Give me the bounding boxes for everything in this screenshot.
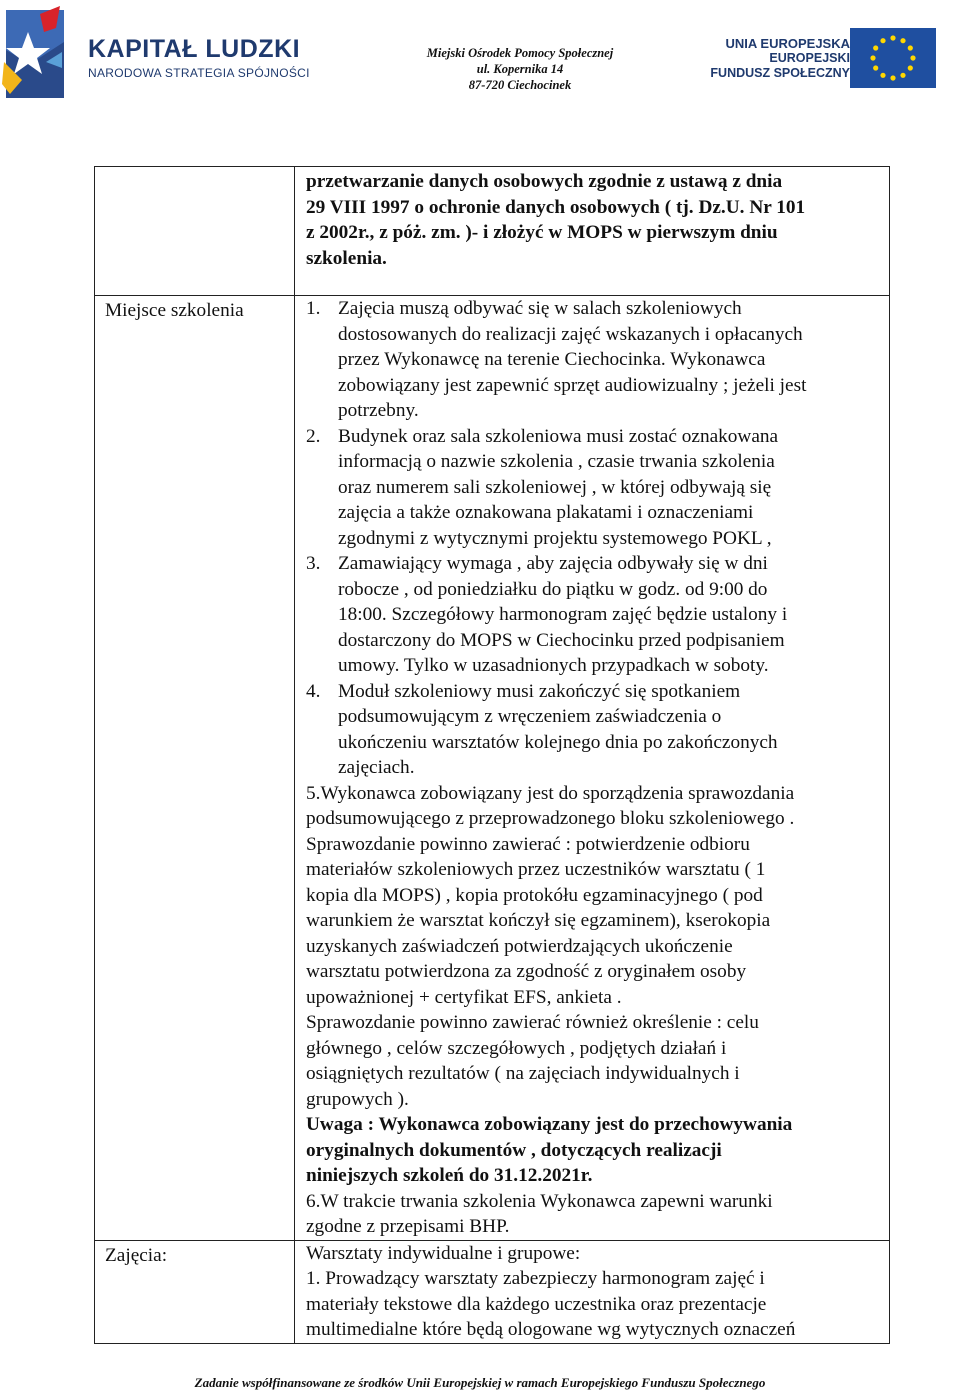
text-line: podsumowującego z przeprowadzonego bloku szkoleniowego . (306, 808, 795, 829)
zajecia-heading: Warsztaty indywidualne i grupowe: (306, 1242, 581, 1264)
empty-label-cell (95, 167, 295, 296)
institution-name: Miejski Ośrodek Pomocy Społecznej (426, 46, 614, 60)
text-line: materiały tekstowe dla każdego uczestnika oraz prezentacje (306, 1293, 767, 1315)
text-line: warunkiem że warsztat kończył się egzaminem), kserokopia (306, 910, 771, 931)
institution-street: ul. Kopernika 14 (476, 62, 564, 76)
list-item-number: 3. (306, 553, 321, 574)
text-line: osiągniętych rezultatów ( na zajęciach indywidualnych i (306, 1063, 740, 1084)
text-line: oraz numerem sali szkoleniowej , w której odbywają się (338, 476, 772, 498)
text-line: dostosowanych do realizacji zajęć wskazanych i opłacanych (338, 323, 803, 345)
text-line: przetwarzanie danych osobowych zgodnie z ustawą z dnia (306, 171, 783, 192)
zajecia-label: Zajęcia: (95, 1240, 295, 1343)
text-line: 29 VIII 1997 o ochronie danych osobowych ( tj. Dz.U. Nr 101 (306, 196, 806, 218)
list-item-number: 4. (306, 680, 321, 702)
text-line: robocze , od poniedziałku do piątku w godz. od 9:00 do (338, 578, 768, 600)
requirements-table (94, 166, 890, 1344)
table-row (95, 296, 890, 1241)
text-line: warsztatu potwierdzona za zgodność z oryginałem osoby (306, 961, 747, 982)
uwaga-notice (306, 1112, 881, 1189)
text-line: umowy. Tylko w uzasadnionych przypadkach w soboty. (338, 655, 769, 676)
text-line: z 2002r., z póż. zm. )- i złożyć w MOPS w pierwszym dniu (306, 222, 778, 243)
text-line: 5.Wykonawca zobowiązany jest do sporządzenia sprawozdania (306, 782, 795, 804)
text-line: 18:00. Szczegółowy harmonogram zajęć będzie ustalony i (338, 604, 788, 625)
footer-cofinancing-note: Zadanie współfinansowane ze środków Unii Europejskiej w ramach Europejskiego Funduszu Społecznego (194, 1375, 766, 1390)
list-item-text (338, 424, 881, 552)
list-item (306, 551, 881, 679)
eu-logo-text (710, 36, 850, 81)
text-line: multimedialne które będą ologowane wg wytycznych oznaczeń (306, 1319, 796, 1340)
institution-city: 87-720 Ciechocinek (468, 78, 572, 92)
text-line: informacją o nazwie szkolenia , czasie trwania szkolenia (338, 451, 775, 472)
text-line: Budynek oraz sala szkoleniowa musi zostać oznakowana (338, 425, 779, 447)
kapital-ludzki-logo (0, 0, 320, 108)
institution-address (400, 45, 640, 93)
text-line: Sprawozdanie powinno zawierać : potwierdzenie odbioru (306, 833, 750, 855)
text-line: grupowych ). (306, 1088, 409, 1110)
list-item (306, 296, 881, 424)
list-item (306, 679, 881, 781)
text-line: kopia dla MOPS) , kopia protokółu egzaminacyjnego ( pod (306, 884, 763, 906)
text-line: 6.W trakcie trwania szkolenia Wykonawca zapewni warunki (306, 1190, 773, 1212)
text-line: Moduł szkoleniowy musi zakończyć się spotkaniem (338, 680, 741, 702)
eu-logo-line: UNIA EUROPEJSKA (725, 36, 850, 51)
text-line: zgodnymi z wytycznymi projektu systemowego POKL , (338, 527, 772, 549)
text-line: Uwaga : Wykonawca zobowiązany jest do przechowywania (306, 1114, 793, 1135)
text-line: uzyskanych zaświadczeń potwierdzających ukończenie (306, 935, 733, 957)
eu-logo-line: FUNDUSZ SPOŁECZNY (710, 66, 850, 80)
paragraph-5 (306, 781, 881, 1011)
miejsce-szkolenia-label: Miejsce szkolenia (95, 296, 295, 1241)
text-line: głównego , celów szczegółowych , podjętych działań i (306, 1037, 727, 1059)
paragraph-sprawozdanie (306, 1010, 881, 1112)
text-line: niniejszych szkoleń do 31.12.2021r. (306, 1165, 593, 1186)
eu-logo (710, 28, 950, 98)
list-item (306, 424, 881, 552)
text-line: podsumowującym z wręczeniem zaświadczenia o (338, 706, 722, 727)
list-item-text (338, 679, 881, 781)
text-line: 1. Prowadzący warsztaty zabezpieczy harmonogram zajęć i (306, 1268, 765, 1289)
text-line: oryginalnych dokumentów , dotyczących realizacji (306, 1139, 722, 1161)
text-line: Sprawozdanie powinno zawierać również określenie : celu (306, 1012, 759, 1033)
text-line: dostarczony do MOPS w Ciechocinku przed podpisaniem (338, 629, 785, 651)
text-line: Zajęcia muszą odbywać się w salach szkoleniowych (338, 298, 742, 319)
text-line: ukończeniu warsztatów kolejnego dnia po zakończonych (338, 731, 778, 753)
text-line: materiałów szkoleniowych przez uczestników warsztatu ( 1 (306, 859, 766, 880)
kapital-ludzki-title: KAPITAŁ LUDZKI (88, 35, 301, 63)
text-line: przez Wykonawcę na terenie Ciechocinka. Wykonawca (338, 349, 766, 370)
text-line: potrzebny. (338, 400, 419, 421)
text-line: zajęcia a także oznakowana plakatami i oznaczeniami (338, 502, 754, 523)
text-line: upoważnionej + certyfikat EFS, ankieta . (306, 986, 622, 1008)
kapital-ludzki-subtitle: NARODOWA STRATEGIA SPÓJNOŚCI (88, 66, 310, 80)
text-line: zgodne z przepisami BHP. (306, 1216, 510, 1237)
text-line: szkolenia. (306, 247, 387, 269)
list-item-number: 2. (306, 425, 321, 447)
paragraph-6 (306, 1189, 881, 1240)
eu-flag-icon (850, 28, 936, 93)
miejsce-szkolenia-content (295, 296, 890, 1241)
text-line: Zamawiający wymaga , aby zajęcia odbywały się w dni (338, 553, 768, 574)
kapital-ludzki-logo-icon (0, 2, 80, 107)
table-row (95, 167, 890, 296)
list-item-text (338, 296, 881, 424)
zajecia-content (295, 1240, 890, 1343)
text-line: zajęciach. (338, 757, 415, 778)
list-item-number: 1. (306, 298, 321, 319)
table-row (95, 1240, 890, 1343)
list-item-text (338, 551, 881, 679)
continued-content-cell (295, 167, 890, 296)
eu-logo-line: EUROPEJSKI (769, 51, 850, 65)
text-line: zobowiązany jest zapewnić sprzęt audiowizualny ; jeżeli jest (338, 374, 807, 396)
